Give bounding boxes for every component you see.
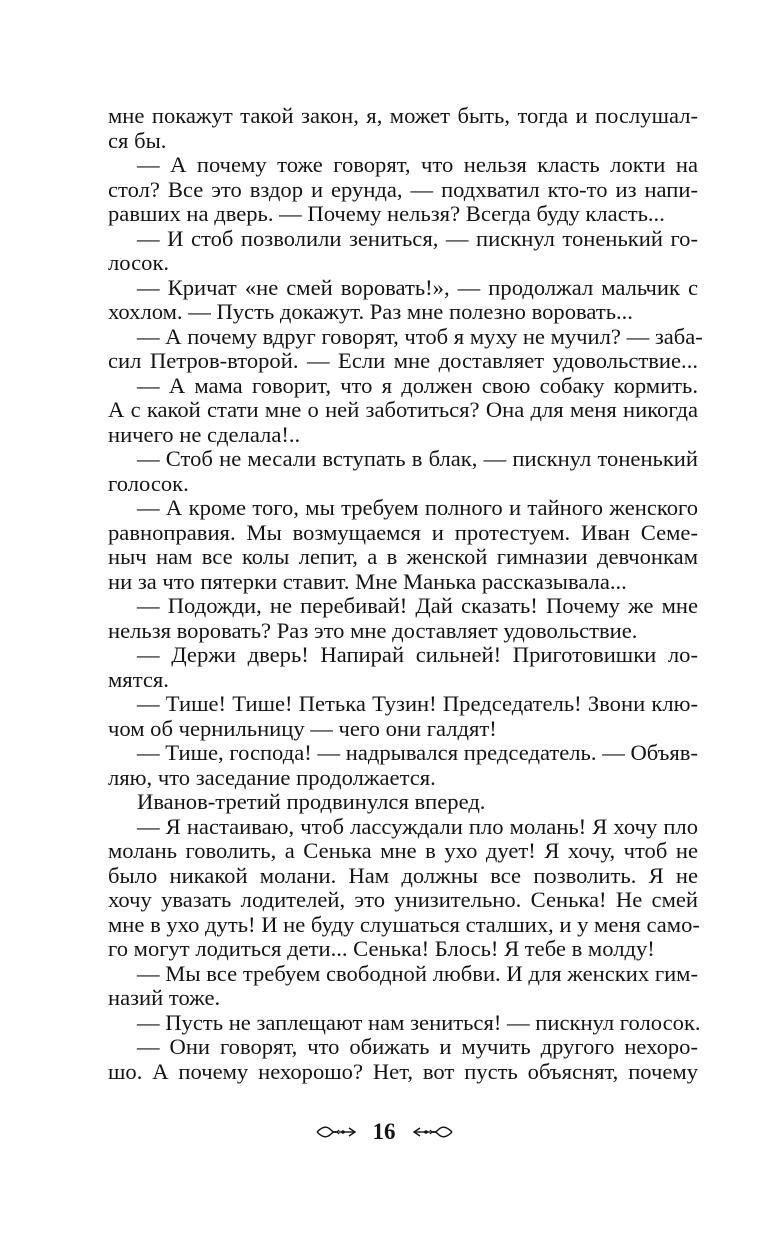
text-line: молань говолить, а Сенька мне в ухо дует! Я хочу, чтоб не [108, 838, 698, 863]
text-line: ся бы. [108, 127, 167, 153]
text-line: ничего не сделала!.. [108, 421, 301, 447]
text-line: — А почему вдруг говорят, чтоб я муху не мучил? — заба- [137, 323, 703, 349]
text-line: — Подожди, не перебивай! Дай сказать! Почему же мне [137, 593, 698, 618]
text-line: — Пусть не заплещают нам зениться! — пискнул голосок. [137, 1009, 701, 1035]
text-line: — И стоб позволили зениться, — пискнул тоненький го- [137, 225, 698, 251]
text-line: было никакой молани. Нам должны все позволить. Я не [108, 862, 698, 888]
ornament-right-icon [410, 1124, 454, 1140]
text-line: хочу увазать лодителей, это унизительно. Сенька! Не смей [108, 887, 698, 912]
text-line: — А почему тоже говорят, что нельзя класть локти на [137, 152, 698, 177]
text-line: — Кричат «не смей воровать!», — продолжал мальчик с [137, 274, 698, 300]
text-line: хохлом. — Пусть докажут. Раз мне полезно воровать... [108, 299, 633, 324]
text-line: ныч нам все колы лепит, а в женской гимназии девчонкам [108, 544, 698, 569]
text-line: А с какой стати мне о ней заботиться? Она для меня никогда [108, 397, 698, 422]
text-line: — А кроме того, мы требуем полного и тайного женского [137, 495, 698, 520]
text-line: — Тише, господа! — надрывался председатель. — Объяв- [137, 740, 698, 765]
text-line: равноправия. Мы возмущаемся и протестуем. Иван Семе- [108, 519, 698, 545]
text-line: сил Петров-второй. — Если мне доставляет удовольствие... [108, 348, 698, 373]
ornament-left-icon [315, 1124, 359, 1140]
page-footer [0, 1117, 768, 1147]
text-line: стол? Все это вздор и ерунда, — подхватил кто-то из напи- [108, 176, 698, 202]
text-line: — Тише! Тише! Петька Тузин! Председатель! Звони клю- [137, 691, 698, 716]
text-line: мне покажут такой закон, я, может быть, тогда и послушал- [108, 103, 698, 128]
page-number: 16 [372, 1119, 396, 1144]
text-line: лосок. [108, 250, 170, 275]
text-line: — Держи дверь! Напирай сильней! Приготовишки ло- [137, 642, 698, 667]
text-line: — Я настаиваю, чтоб лассуждали пло молань! Я хочу пло [137, 813, 698, 839]
text-line: шо. А почему нехорошо? Нет, вот пусть объяснят, почему [108, 1058, 698, 1084]
text-line: — Мы все требуем свободной любви. И для женских гим- [137, 960, 698, 986]
text-line: голосок. [108, 470, 189, 496]
text-line: нельзя воровать? Раз это мне доставляет удовольствие. [108, 617, 638, 643]
text-line: ни за что пятерки ставит. Мне Манька рассказывала... [108, 568, 627, 594]
text-line: мятся. [108, 666, 169, 692]
page-body [108, 103, 703, 1084]
text-line: равших на дверь. — Почему нельзя? Всегда буду класть... [108, 201, 665, 226]
text-line: мне в ухо дуть! И не буду слушаться сталших, и у меня само- [108, 911, 700, 937]
text-line: — А мама говорит, что я должен свою собаку кормить. [137, 372, 698, 398]
text-line: чом об чернильницу — чего они галдят! [108, 715, 497, 741]
text-line: ляю, что заседание продолжается. [108, 764, 436, 790]
text-line: — Стоб не месали вступать в блак, — пискнул тоненький [137, 446, 698, 471]
text-line: го могут лодиться дети... Сенька! Блось! Я тебе в молду! [108, 936, 655, 961]
text-line: — Они говорят, что обижать и мучить другого нехоро- [137, 1034, 698, 1059]
text-line: Иванов-третий продвинулся вперед. [137, 789, 486, 814]
text-line: назий тоже. [108, 985, 221, 1010]
